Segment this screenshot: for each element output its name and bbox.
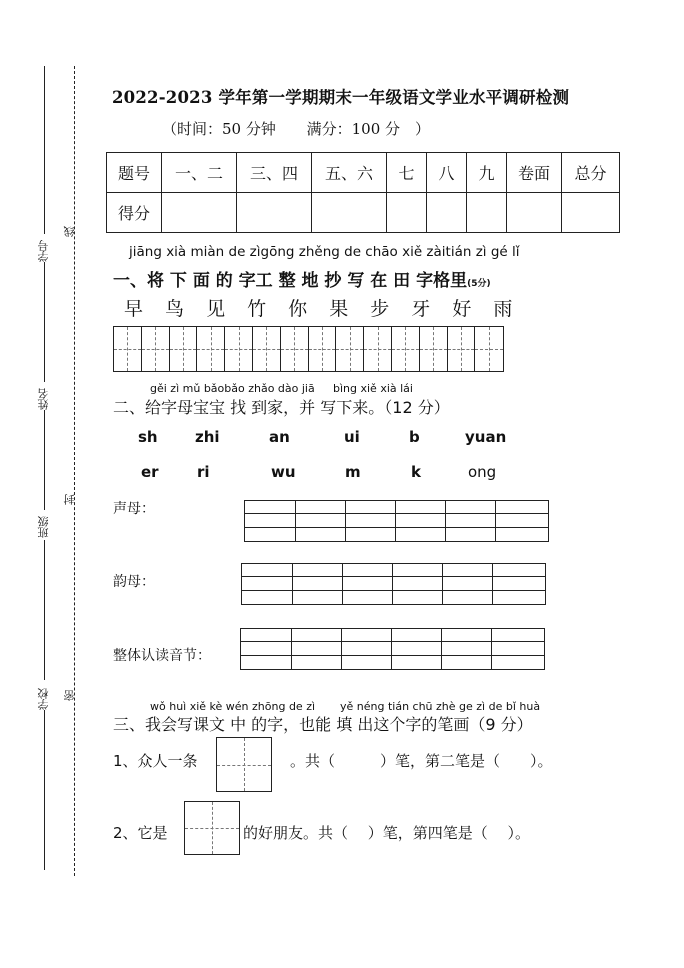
section1-pinyin: jiāng xià miàn de zìgōng zhěng de chāo xiě zàitián zì gé lǐ — [129, 244, 520, 260]
mark-line: 线 — [63, 226, 76, 237]
score-input-cell[interactable] — [237, 193, 312, 233]
grid-cell[interactable] — [225, 327, 253, 371]
section2-pinyin-left: gěi zì mǔ bǎobǎo zhǎo dào jiā — [150, 382, 315, 395]
class-label: 班级 — [37, 516, 50, 538]
grid-cell[interactable] — [309, 327, 337, 371]
pinyin-item: an — [269, 428, 290, 446]
grid-cell[interactable] — [364, 327, 392, 371]
grid-cell[interactable] — [448, 327, 476, 371]
section3-points: （9 分） — [469, 715, 533, 734]
question-2-writing-box[interactable] — [184, 801, 240, 855]
score-input-cell[interactable] — [507, 193, 562, 233]
section1-title: 一、将 下 面 的 字工 整 地 抄 写 在 田 字格里 — [113, 271, 468, 291]
table-cell: 总分 — [562, 153, 620, 193]
shengmu-label: 声母： — [113, 501, 155, 517]
table-cell: 五、六 — [312, 153, 387, 193]
name-label: 姓名 — [37, 388, 50, 410]
table-cell: 题号 — [107, 153, 162, 193]
table-cell: 八 — [427, 153, 467, 193]
grid-cell[interactable] — [197, 327, 225, 371]
table-cell: 卷面 — [507, 153, 562, 193]
pinyin-item: k — [411, 463, 421, 481]
school-blank[interactable] — [44, 540, 45, 680]
section2-heading — [113, 395, 450, 418]
pinyin-row-2 — [0, 463, 684, 485]
pinyin-item: wu — [271, 463, 296, 481]
student-id-blank[interactable] — [44, 66, 45, 234]
section3-heading — [113, 712, 533, 735]
school-label: 学校 — [37, 688, 50, 710]
shengmu-writing-lines[interactable] — [244, 500, 549, 542]
score-input-cell[interactable] — [562, 193, 620, 233]
section3-pinyin-left: wǒ huì xiě kè wén zhōng de zì — [150, 700, 316, 713]
score-input-cell[interactable] — [467, 193, 507, 233]
table-cell: 九 — [467, 153, 507, 193]
score-table-header-row — [107, 153, 620, 193]
score-input-cell[interactable] — [312, 193, 387, 233]
question-1-writing-box[interactable] — [216, 737, 272, 792]
grid-cell[interactable] — [114, 327, 142, 371]
table-cell: 一、二 — [162, 153, 237, 193]
name-blank[interactable] — [44, 262, 45, 382]
section3-pinyin-right: yě néng tián chū zhè ge zì de bǐ huà — [340, 700, 541, 713]
pinyin-item: sh — [138, 428, 158, 446]
pinyin-item: ri — [197, 463, 210, 481]
class-blank[interactable] — [44, 410, 45, 510]
score-input-cell[interactable] — [387, 193, 427, 233]
grid-cell[interactable] — [281, 327, 309, 371]
pinyin-item: ui — [344, 428, 360, 446]
pinyin-item: m — [345, 463, 361, 481]
pinyin-item: ong — [468, 463, 497, 481]
section2-pinyin-right: bìng xiě xià lái — [333, 382, 413, 395]
zhengti-writing-lines[interactable] — [240, 628, 545, 670]
score-table-score-row — [107, 193, 620, 233]
grid-cell[interactable] — [336, 327, 364, 371]
tianzige-grid[interactable] — [113, 326, 504, 372]
bottom-blank — [44, 710, 45, 870]
score-info: 满分：100 分 ） — [306, 120, 431, 138]
yunmu-writing-lines[interactable] — [241, 563, 546, 605]
grid-cell[interactable] — [142, 327, 170, 371]
grid-cell[interactable] — [253, 327, 281, 371]
mark-seal: 封 — [63, 494, 76, 505]
pinyin-item: er — [141, 463, 159, 481]
pinyin-item: b — [409, 428, 420, 446]
section1-heading — [113, 266, 491, 291]
grid-cell[interactable] — [475, 327, 503, 371]
section3-title: 三、我会写课文 中 的字，也能 填 出这个字的笔画 — [113, 715, 470, 734]
question-2-suffix: 的好朋友。共（ ）笔，第四笔是（ ）。 — [243, 824, 531, 842]
question-2-prefix: 2、它是 — [113, 824, 168, 842]
pinyin-item: zhi — [195, 428, 220, 446]
pinyin-row-1 — [0, 428, 684, 450]
characters-to-copy: 早 鸟 见 竹 你 果 步 牙 好 雨 — [124, 298, 521, 320]
question-1-suffix: 。共（ ）笔，第二笔是（ ）。 — [290, 752, 553, 770]
section2-points: （12 分） — [384, 398, 450, 417]
grid-cell[interactable] — [392, 327, 420, 371]
yunmu-label: 韵母： — [113, 574, 155, 590]
exam-title: 2022-2023 学年第一学期期末一年级语文学业水平调研检测 — [112, 88, 570, 107]
score-input-cell[interactable] — [427, 193, 467, 233]
table-cell: 得分 — [107, 193, 162, 233]
student-id-label: 学号 — [37, 240, 50, 262]
question-1-prefix: 1、众人一条 — [113, 752, 198, 770]
score-input-cell[interactable] — [162, 193, 237, 233]
time-info: （时间：50 分钟 — [162, 120, 276, 138]
section1-points: (5分) — [467, 279, 491, 289]
section2-title: 二、给字母宝宝 找 到家，并 写下来。 — [113, 398, 385, 417]
table-cell: 三、四 — [237, 153, 312, 193]
exam-subtitle — [162, 118, 434, 139]
zhengti-label: 整体认读音节： — [113, 648, 211, 664]
score-table — [106, 152, 620, 233]
grid-cell[interactable] — [420, 327, 448, 371]
pinyin-item: yuan — [465, 428, 507, 446]
table-cell: 七 — [387, 153, 427, 193]
grid-cell[interactable] — [170, 327, 198, 371]
mark-secret: 密 — [63, 690, 76, 701]
